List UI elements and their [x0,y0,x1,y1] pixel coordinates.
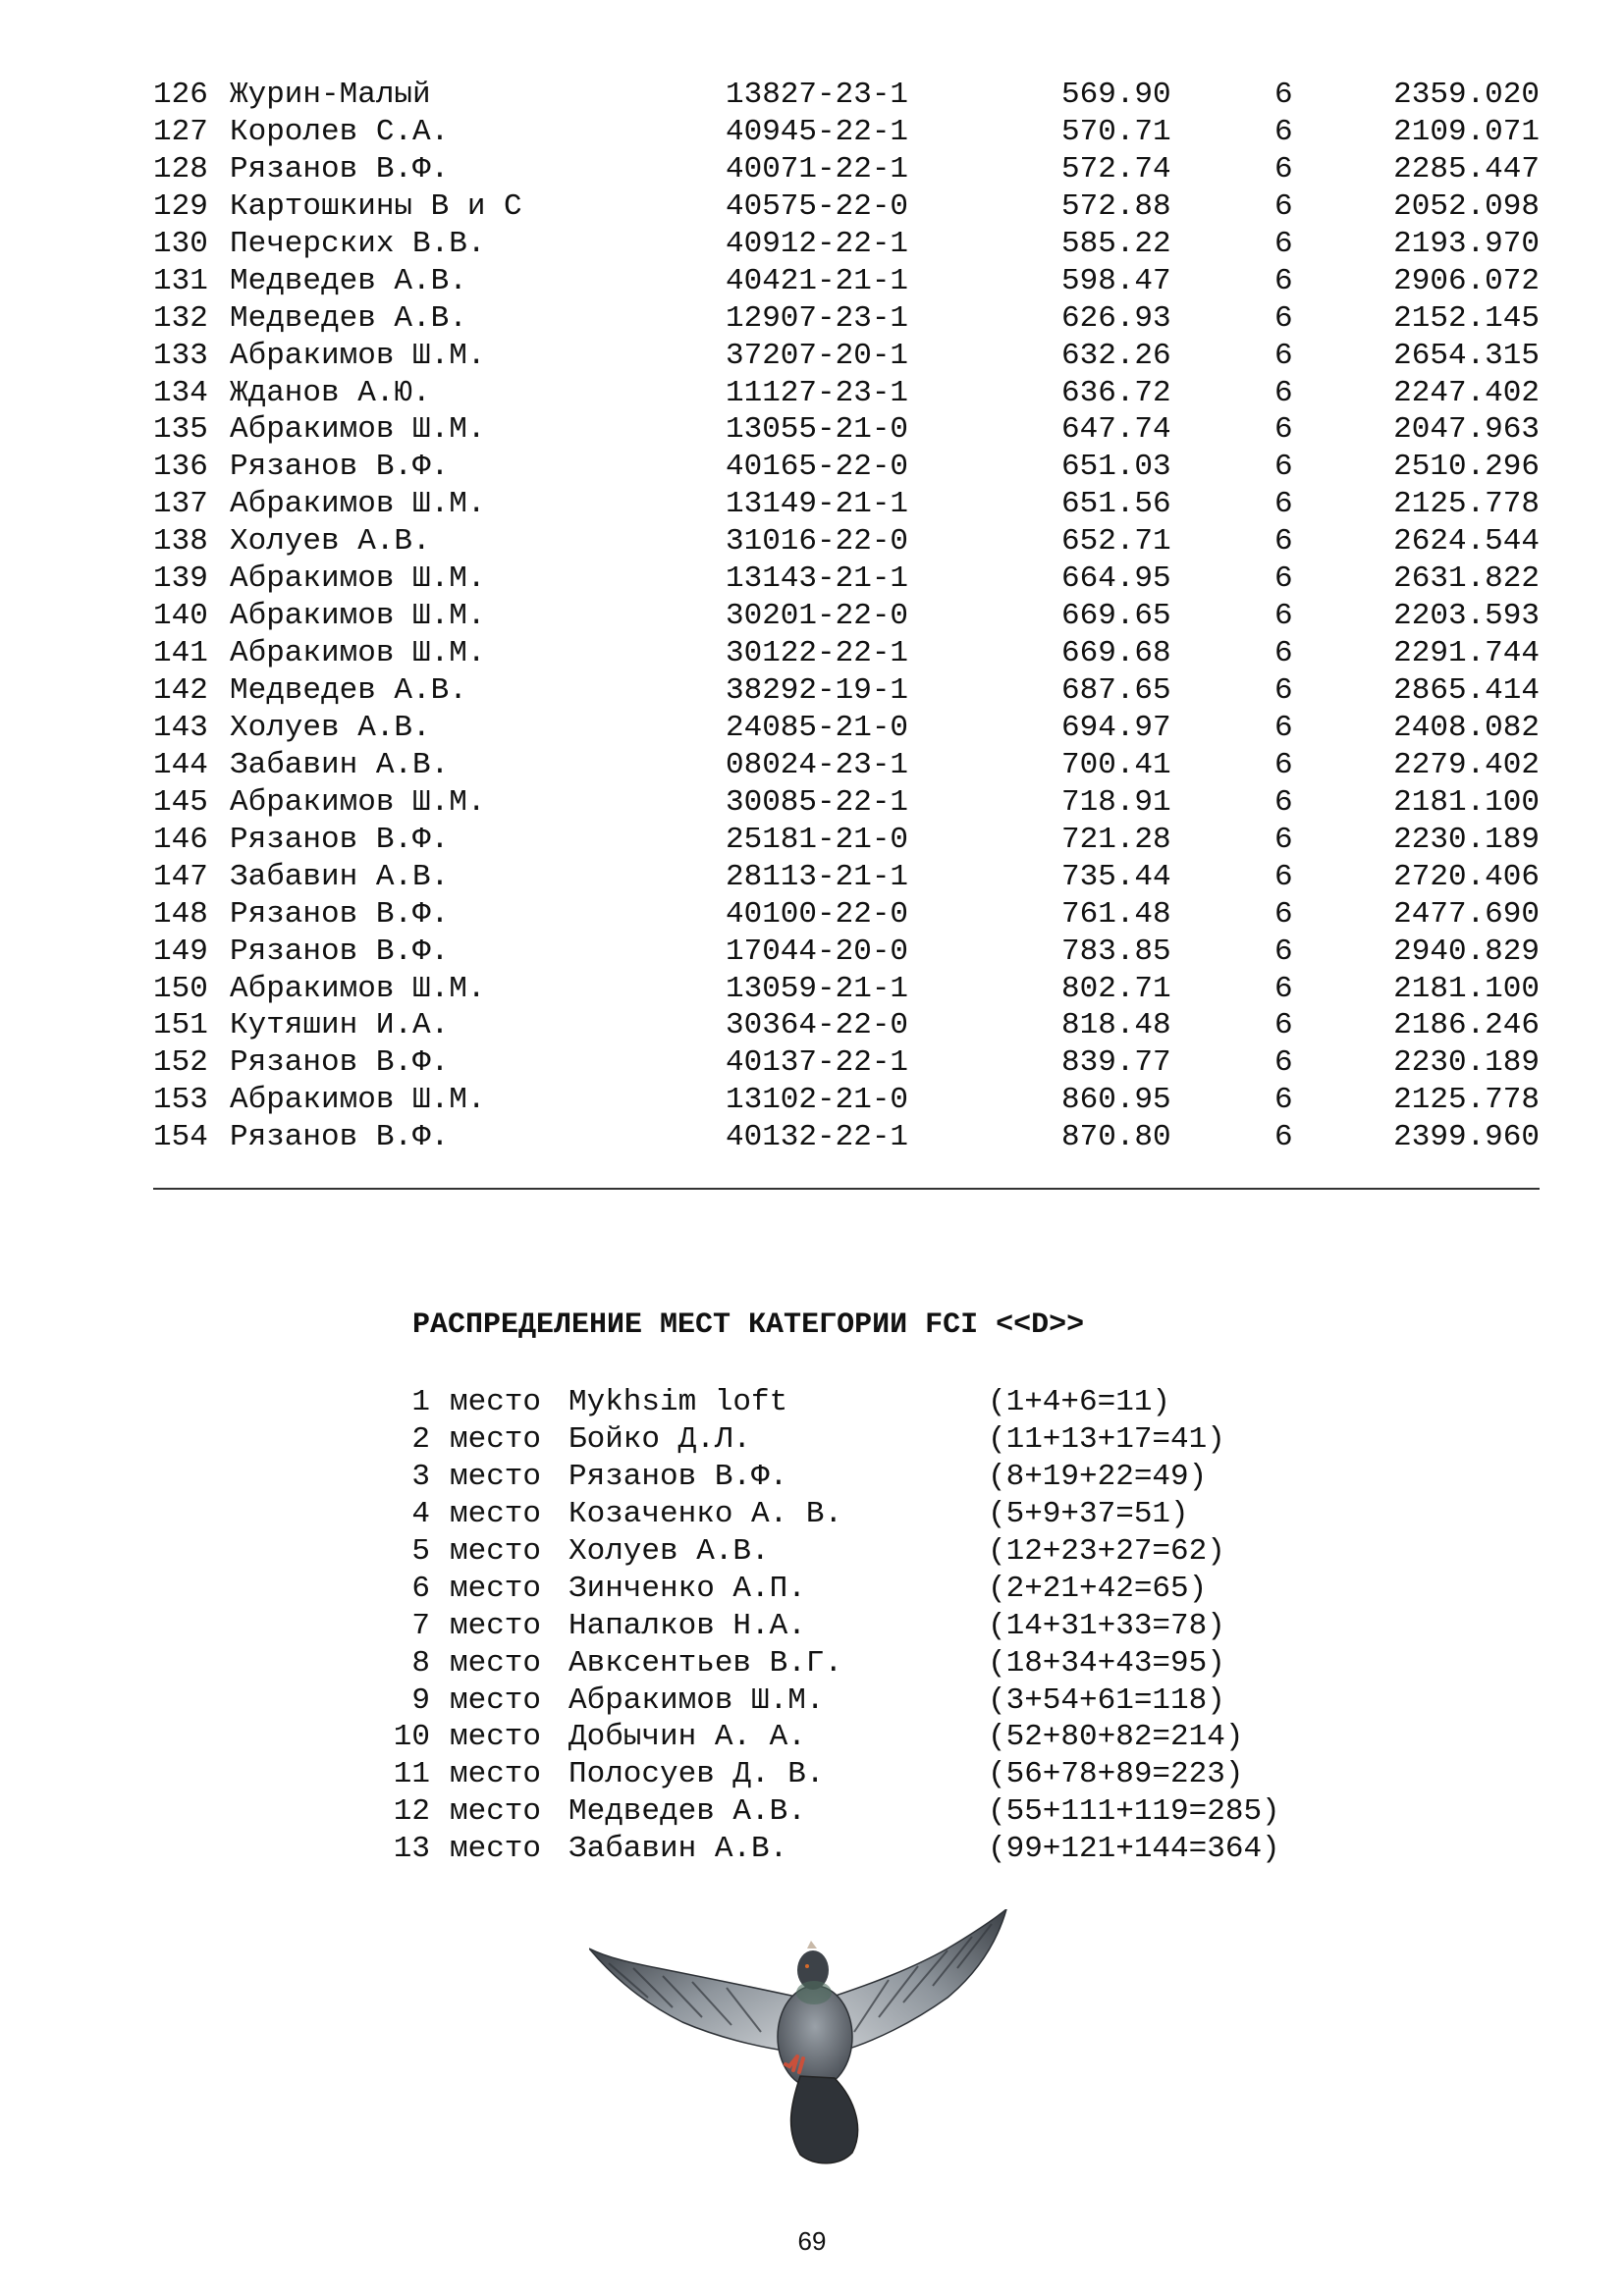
flight-time: 718.91 [1061,784,1171,820]
points-value: 2186.246 [1393,1008,1540,1043]
fancier-name: Абракимов Ш.М. [230,412,486,448]
bird-count: 6 [1274,784,1293,820]
result-number: 134 [153,375,208,410]
list-item [379,1719,1322,1756]
table-row [153,1007,1540,1044]
points-value: 2125.778 [1393,487,1540,522]
flight-time: 694.97 [1061,710,1171,745]
fancier-name: Козаченко А. В. [568,1496,843,1531]
table-row [153,188,1540,226]
points-value: 2285.447 [1393,151,1540,187]
bird-count: 6 [1274,338,1293,373]
result-number: 149 [153,934,208,969]
fancier-name: Жданов А.Ю. [230,375,431,410]
place-label: место [450,1533,542,1569]
ring-number: 30364-22-0 [726,1008,909,1043]
fancier-name: Зинченко А.П. [568,1571,806,1606]
place-sum: (52+80+82=214) [988,1720,1244,1755]
result-number: 137 [153,487,208,522]
points-value: 2109.071 [1393,114,1540,149]
fancier-name: Забавин А.В. [230,747,450,782]
place-sum: (2+21+42=65) [988,1571,1208,1606]
flight-time: 572.88 [1061,188,1171,224]
place-rank: 8 [411,1645,430,1681]
points-value: 2230.189 [1393,822,1540,857]
place-rank: 2 [411,1421,430,1457]
place-label: место [450,1645,542,1681]
fancier-name: Медведев А.В. [230,263,467,298]
result-number: 127 [153,114,208,149]
place-rank: 7 [411,1608,430,1643]
table-row [153,784,1540,822]
bird-count: 6 [1274,1120,1293,1155]
ring-number: 30122-22-1 [726,636,909,671]
fancier-name: Абракимов Ш.М. [230,971,486,1006]
place-rank: 6 [411,1571,430,1606]
points-value: 2125.778 [1393,1083,1540,1118]
distribution-list [379,1384,1322,1868]
result-number: 146 [153,822,208,857]
ring-number: 13143-21-1 [726,561,909,597]
table-row [153,226,1540,263]
result-number: 142 [153,673,208,708]
flight-time: 783.85 [1061,934,1171,969]
ring-number: 40071-22-1 [726,151,909,187]
ring-number: 40132-22-1 [726,1120,909,1155]
flight-time: 652.71 [1061,524,1171,560]
ring-number: 37207-20-1 [726,338,909,373]
points-value: 2181.100 [1393,971,1540,1006]
bird-count: 6 [1274,78,1293,112]
result-number: 152 [153,1045,208,1081]
place-rank: 4 [411,1496,430,1531]
place-label: место [450,1720,542,1755]
place-sum: (14+31+33=78) [988,1608,1225,1643]
flight-time: 651.03 [1061,450,1171,485]
place-rank: 10 [393,1720,430,1755]
result-number: 150 [153,971,208,1006]
fancier-name: Абракимов Ш.М. [568,1682,825,1718]
fancier-name: Королев С.А. [230,114,450,149]
flight-time: 700.41 [1061,747,1171,782]
bird-count: 6 [1274,375,1293,410]
list-item [379,1831,1322,1868]
fancier-name: Печерских В.В. [230,226,486,261]
fancier-name: Медведев А.В. [568,1794,806,1830]
fancier-name: Рязанов В.Ф. [230,822,450,857]
result-number: 130 [153,226,208,261]
place-sum: (56+78+89=223) [988,1757,1244,1792]
place-label: место [450,1496,542,1531]
bird-count: 6 [1274,710,1293,745]
place-sum: (12+23+27=62) [988,1533,1225,1569]
fancier-name: Рязанов В.Ф. [230,934,450,969]
bird-count: 6 [1274,487,1293,522]
points-value: 2510.296 [1393,450,1540,485]
bird-count: 6 [1274,747,1293,782]
table-row [153,486,1540,523]
points-value: 2477.690 [1393,896,1540,932]
fancier-name: Абракимов Ш.М. [230,561,486,597]
points-value: 2399.960 [1393,1120,1540,1155]
list-item [379,1459,1322,1496]
flight-time: 569.90 [1061,78,1171,112]
flight-time: 664.95 [1061,561,1171,597]
result-number: 143 [153,710,208,745]
ring-number: 30085-22-1 [726,784,909,820]
distribution-title: РАСПРЕДЕЛЕНИЕ МЕСТ КАТЕГОРИИ FCI <<D>> [412,1308,1085,1342]
flight-time: 636.72 [1061,375,1171,410]
place-label: место [450,1682,542,1718]
flight-time: 870.80 [1061,1120,1171,1155]
fancier-name: Картошкины В и С [230,188,522,224]
result-number: 138 [153,524,208,560]
flight-time: 761.48 [1061,896,1171,932]
flight-time: 839.77 [1061,1045,1171,1081]
place-rank: 1 [411,1385,430,1419]
bird-count: 6 [1274,934,1293,969]
fancier-name: Абракимов Ш.М. [230,487,486,522]
fancier-name: Абракимов Ш.М. [230,636,486,671]
place-rank: 9 [411,1682,430,1718]
points-value: 2720.406 [1393,859,1540,894]
points-value: 2654.315 [1393,338,1540,373]
points-value: 2230.189 [1393,1045,1540,1081]
list-item [379,1608,1322,1645]
points-value: 2865.414 [1393,673,1540,708]
fancier-name: Забавин А.В. [230,859,450,894]
bird-count: 6 [1274,1083,1293,1118]
points-value: 2193.970 [1393,226,1540,261]
place-rank: 12 [393,1794,430,1830]
ring-number: 13055-21-0 [726,412,909,448]
fancier-name: Забавин А.В. [568,1832,788,1867]
result-number: 131 [153,263,208,298]
flight-time: 632.26 [1061,338,1171,373]
result-number: 132 [153,300,208,336]
result-number: 154 [153,1120,208,1155]
points-value: 2181.100 [1393,784,1540,820]
list-item [379,1533,1322,1571]
table-row [153,449,1540,486]
place-label: место [450,1421,542,1457]
table-row [153,822,1540,859]
table-row [153,114,1540,151]
flight-time: 647.74 [1061,412,1171,448]
table-row [153,859,1540,896]
flight-time: 585.22 [1061,226,1171,261]
bird-count: 6 [1274,188,1293,224]
place-label: место [450,1832,542,1867]
table-row [153,300,1540,338]
list-item [379,1384,1322,1421]
result-number: 128 [153,151,208,187]
fancier-name: Рязанов В.Ф. [230,896,450,932]
fancier-name: Холуев А.В. [230,710,431,745]
ring-number: 24085-21-0 [726,710,909,745]
fancier-name: Абракимов Ш.М. [230,599,486,634]
ring-number: 30201-22-0 [726,599,909,634]
table-row [153,672,1540,710]
fancier-name: Mykhsim loft [568,1385,788,1419]
fancier-name: Бойко Д.Л. [568,1421,752,1457]
place-rank: 13 [393,1832,430,1867]
flight-time: 598.47 [1061,263,1171,298]
table-row [153,934,1540,971]
ring-number: 40945-22-1 [726,114,909,149]
bird-count: 6 [1274,859,1293,894]
table-row [153,561,1540,598]
ring-number: 28113-21-1 [726,859,909,894]
table-row [153,1044,1540,1082]
bird-count: 6 [1274,263,1293,298]
bird-count: 6 [1274,1045,1293,1081]
place-sum: (1+4+6=11) [988,1385,1171,1419]
fancier-name: Кутяшин И.А. [230,1008,450,1043]
fancier-name: Рязанов В.Ф. [230,151,450,187]
place-rank: 11 [393,1757,430,1792]
ring-number: 40575-22-0 [726,188,909,224]
flight-time: 626.93 [1061,300,1171,336]
fancier-name: Журин-Малый [230,78,431,112]
list-item [379,1496,1322,1533]
fancier-name: Холуев А.В. [230,524,431,560]
result-number: 133 [153,338,208,373]
points-value: 2047.963 [1393,412,1540,448]
result-number: 153 [153,1083,208,1118]
bird-count: 6 [1274,971,1293,1006]
table-row [153,896,1540,934]
bird-count: 6 [1274,1008,1293,1043]
bird-count: 6 [1274,412,1293,448]
points-value: 2203.593 [1393,599,1540,634]
flight-time: 669.65 [1061,599,1171,634]
bird-count: 6 [1274,300,1293,336]
list-item [379,1645,1322,1682]
ring-number: 08024-23-1 [726,747,909,782]
fancier-name: Абракимов Ш.М. [230,1083,486,1118]
points-value: 2052.098 [1393,188,1540,224]
place-sum: (3+54+61=118) [988,1682,1225,1718]
result-number: 144 [153,747,208,782]
points-value: 2906.072 [1393,263,1540,298]
fancier-name: Рязанов В.Ф. [230,450,450,485]
result-number: 135 [153,412,208,448]
points-value: 2152.145 [1393,300,1540,336]
bird-count: 6 [1274,450,1293,485]
flight-time: 572.74 [1061,151,1171,187]
ring-number: 11127-23-1 [726,375,909,410]
ring-number: 13102-21-0 [726,1083,909,1118]
ring-number: 40912-22-1 [726,226,909,261]
table-row [153,1082,1540,1119]
flight-time: 735.44 [1061,859,1171,894]
result-number: 129 [153,188,208,224]
result-number: 136 [153,450,208,485]
result-number: 151 [153,1008,208,1043]
ring-number: 40137-22-1 [726,1045,909,1081]
flight-time: 818.48 [1061,1008,1171,1043]
ring-number: 12907-23-1 [726,300,909,336]
place-label: место [450,1757,542,1792]
list-item [379,1571,1322,1608]
ring-number: 38292-19-1 [726,673,909,708]
place-label: место [450,1571,542,1606]
fancier-name: Полосуев Д. В. [568,1757,825,1792]
result-number: 141 [153,636,208,671]
place-rank: 5 [411,1533,430,1569]
flight-time: 669.68 [1061,636,1171,671]
points-value: 2359.020 [1393,78,1540,112]
ring-number: 13827-23-1 [726,78,909,112]
place-sum: (5+9+37=51) [988,1496,1189,1531]
bird-count: 6 [1274,673,1293,708]
fancier-name: Рязанов В.Ф. [230,1120,450,1155]
points-value: 2408.082 [1393,710,1540,745]
points-value: 2247.402 [1393,375,1540,410]
fancier-name: Медведев А.В. [230,673,467,708]
result-number: 145 [153,784,208,820]
list-item [379,1756,1322,1793]
flight-time: 802.71 [1061,971,1171,1006]
list-item [379,1421,1322,1459]
result-number: 148 [153,896,208,932]
points-value: 2624.544 [1393,524,1540,560]
table-row [153,411,1540,449]
place-sum: (55+111+119=285) [988,1794,1280,1830]
flight-time: 860.95 [1061,1083,1171,1118]
place-sum: (99+121+144=364) [988,1832,1280,1867]
bird-count: 6 [1274,561,1293,597]
bird-count: 6 [1274,226,1293,261]
fancier-name: Медведев А.В. [230,300,467,336]
bird-count: 6 [1274,599,1293,634]
table-row [153,598,1540,635]
points-value: 2291.744 [1393,636,1540,671]
ring-number: 40165-22-0 [726,450,909,485]
points-value: 2279.402 [1393,747,1540,782]
place-label: место [450,1385,542,1419]
bird-count: 6 [1274,114,1293,149]
fancier-name: Напалков Н.А. [568,1608,806,1643]
pigeon-icon [589,1909,1041,2174]
table-row [153,635,1540,672]
place-sum: (8+19+22=49) [988,1459,1208,1494]
table-row [153,77,1540,114]
flight-time: 687.65 [1061,673,1171,708]
table-row [153,523,1540,561]
fancier-name: Холуев А.В. [568,1533,770,1569]
ring-number: 13149-21-1 [726,487,909,522]
table-row [153,338,1540,375]
result-number: 140 [153,599,208,634]
bird-count: 6 [1274,524,1293,560]
fancier-name: Рязанов В.Ф. [230,1045,450,1081]
fancier-name: Абракимов Ш.М. [230,338,486,373]
flight-time: 651.56 [1061,487,1171,522]
place-sum: (18+34+43=95) [988,1645,1225,1681]
place-label: место [450,1608,542,1643]
bird-count: 6 [1274,896,1293,932]
list-item [379,1682,1322,1720]
table-row [153,151,1540,188]
fancier-name: Абракимов Ш.М. [230,784,486,820]
results-table [153,77,1540,1156]
list-item [379,1793,1322,1831]
fancier-name: Рязанов В.Ф. [568,1459,788,1494]
table-row [153,747,1540,784]
page-number: 69 [797,2226,827,2256]
table-row [153,710,1540,747]
bird-count: 6 [1274,822,1293,857]
fancier-name: Добычин А. А. [568,1720,806,1755]
place-sum: (11+13+17=41) [988,1421,1225,1457]
points-value: 2631.822 [1393,561,1540,597]
points-value: 2940.829 [1393,934,1540,969]
ring-number: 31016-22-0 [726,524,909,560]
table-row [153,263,1540,300]
result-number: 139 [153,561,208,597]
ring-number: 40421-21-1 [726,263,909,298]
ring-number: 40100-22-0 [726,896,909,932]
ring-number: 13059-21-1 [726,971,909,1006]
bird-count: 6 [1274,151,1293,187]
flight-time: 721.28 [1061,822,1171,857]
table-row [153,971,1540,1008]
section-divider [153,1188,1540,1190]
ring-number: 17044-20-0 [726,934,909,969]
table-row [153,1119,1540,1156]
table-row [153,375,1540,412]
bird-count: 6 [1274,636,1293,671]
place-rank: 3 [411,1459,430,1494]
place-label: место [450,1794,542,1830]
ring-number: 25181-21-0 [726,822,909,857]
fancier-name: Авксентьев В.Г. [568,1645,843,1681]
flight-time: 570.71 [1061,114,1171,149]
result-number: 147 [153,859,208,894]
place-label: место [450,1459,542,1494]
result-number: 126 [153,78,208,112]
